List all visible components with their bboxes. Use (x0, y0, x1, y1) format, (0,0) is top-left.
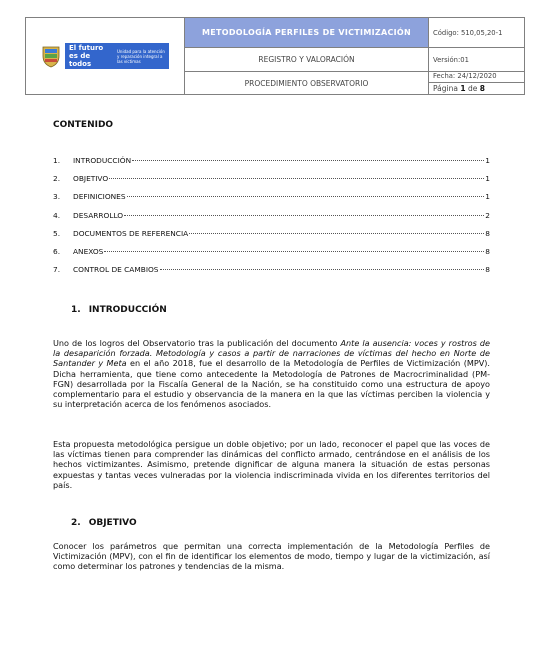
toc-leader (132, 160, 484, 161)
intro-paragraph-2: Esta propuesta metodológica persigue un doble objetivo; por un lado, reconocer el papel que las voces de las víctimas tienen para comprender las dinámicas del conflicto armado, centrándose en el análisis de los hechos victimizantes. Asimismo, pretende dignificar de alguna manera la situación de estas personas expuestas y tantas veces vulneradas por la violencia indiscriminada vivida en los diferentes territorios del país. (53, 439, 490, 490)
toc-number: 6. (53, 246, 61, 256)
toc-leader (160, 269, 484, 270)
date-page-cell (429, 72, 524, 94)
document-title: METODOLOGÍA PERFILES DE VICTIMIZACIÓN (185, 18, 428, 48)
toc-page: 1 (485, 192, 490, 202)
logo-sub-text: Unidad para la atención y reparación integral a las víctimas (117, 48, 165, 64)
header-right (429, 18, 524, 94)
toc-number: 3. (53, 192, 61, 202)
procedure-name: PROCEDIMIENTO OBSERVATORIO (244, 78, 369, 88)
toc-page: 1 (485, 174, 490, 184)
coat-of-arms-icon (41, 44, 61, 68)
section-title: OBJETIVO (88, 518, 137, 528)
document-version: Versión:01 (429, 48, 524, 72)
section-number: 2. (71, 518, 81, 528)
toc-leader (109, 178, 484, 179)
header-middle (185, 18, 429, 94)
toc-item-definiciones[interactable] (53, 192, 490, 210)
toc-item-control-cambios[interactable] (53, 265, 490, 283)
page-of: de (467, 84, 478, 93)
toc-label: OBJETIVO (73, 174, 109, 184)
document-date: Fecha: 24/12/2020 (429, 72, 524, 83)
toc-label: DOCUMENTOS DE REFERENCIA (73, 228, 189, 238)
toc-number: 1. (53, 156, 61, 165)
toc-label: DESARROLLO (73, 210, 124, 220)
toc-leader (104, 251, 484, 252)
section-number: 1. (71, 305, 81, 315)
toc-leader (189, 233, 484, 234)
section-title: INTRODUCCIÓN (88, 305, 167, 315)
page-label: Página (433, 84, 458, 93)
document-subtitle: REGISTRO Y VALORACIÓN (185, 48, 428, 72)
intro-text-b: en el año 2018, fue el desarrollo de la Metodología de Perfiles de Victimización (MPV). Dicha herramienta, que tiene como antecedente la Metodología de Patrones de Macrocriminalidad (PM-FGN) desarrollada por la Fiscalía General de la Nación, se ha constituido como una estructura de apoyo complementario para el estudio y observancia de la manera en la que las víctimas perciben la violencia y su interpretación acerca de los fenómenos asociados. (53, 358, 490, 410)
toc-label: CONTROL DE CAMBIOS (73, 265, 159, 275)
document-code: Código: 510,05,20-1 (429, 18, 524, 48)
toc-label: INTRODUCCIÓN (73, 156, 132, 165)
toc-number: 2. (53, 174, 61, 184)
toc-label: DEFINICIONES (73, 192, 126, 202)
logo-cell (26, 18, 185, 94)
intro-text-a: Uno de los logros del Observatorio tras la publicación del documento (53, 338, 341, 348)
page-current: 1 (460, 84, 466, 93)
toc-page: 8 (485, 265, 490, 275)
logo-box (65, 43, 169, 69)
toc-item-documentos[interactable] (53, 229, 490, 247)
toc-page: 8 (485, 246, 490, 256)
toc-item-introduccion[interactable] (53, 156, 490, 174)
toc-number: 7. (53, 265, 61, 275)
intro-text-italic: Ante la ausencia: voces y rostros de la desaparición forzada. Metodología y casos a partir de narraciones de víctimas del hecho en Norte de Santander y Meta (53, 338, 490, 369)
document-header (25, 17, 525, 95)
toc-item-anexos[interactable] (53, 247, 490, 265)
table-of-contents (53, 156, 490, 283)
objetivo-paragraph: Conocer los parámetros que permitan una correcta implementación de la Metodología Perfiles de Victimización (MPV), con el fin de identificar los elementos de modo, tiempo y lugar de la victimización, así como determinar los patrones y tendencias de la misma. (53, 541, 490, 572)
section-heading-introduccion (71, 305, 167, 315)
toc-leader (124, 215, 484, 216)
toc-item-desarrollo[interactable] (53, 211, 490, 229)
toc-label: ANEXOS (73, 246, 104, 256)
toc-page: 2 (485, 210, 490, 220)
contents-title: CONTENIDO (53, 120, 114, 130)
page-indicator (433, 83, 524, 94)
logo-main-text: El futuro es de todos (69, 44, 104, 68)
toc-number: 4. (53, 210, 61, 220)
intro-paragraph-1 (53, 338, 490, 409)
toc-page: 8 (485, 228, 490, 238)
page-total: 8 (479, 84, 485, 93)
toc-leader (127, 196, 484, 197)
toc-item-objetivo[interactable] (53, 174, 490, 192)
toc-number: 5. (53, 228, 61, 238)
toc-page: 1 (485, 156, 490, 165)
government-logo (41, 43, 169, 69)
section-heading-objetivo (71, 518, 137, 528)
